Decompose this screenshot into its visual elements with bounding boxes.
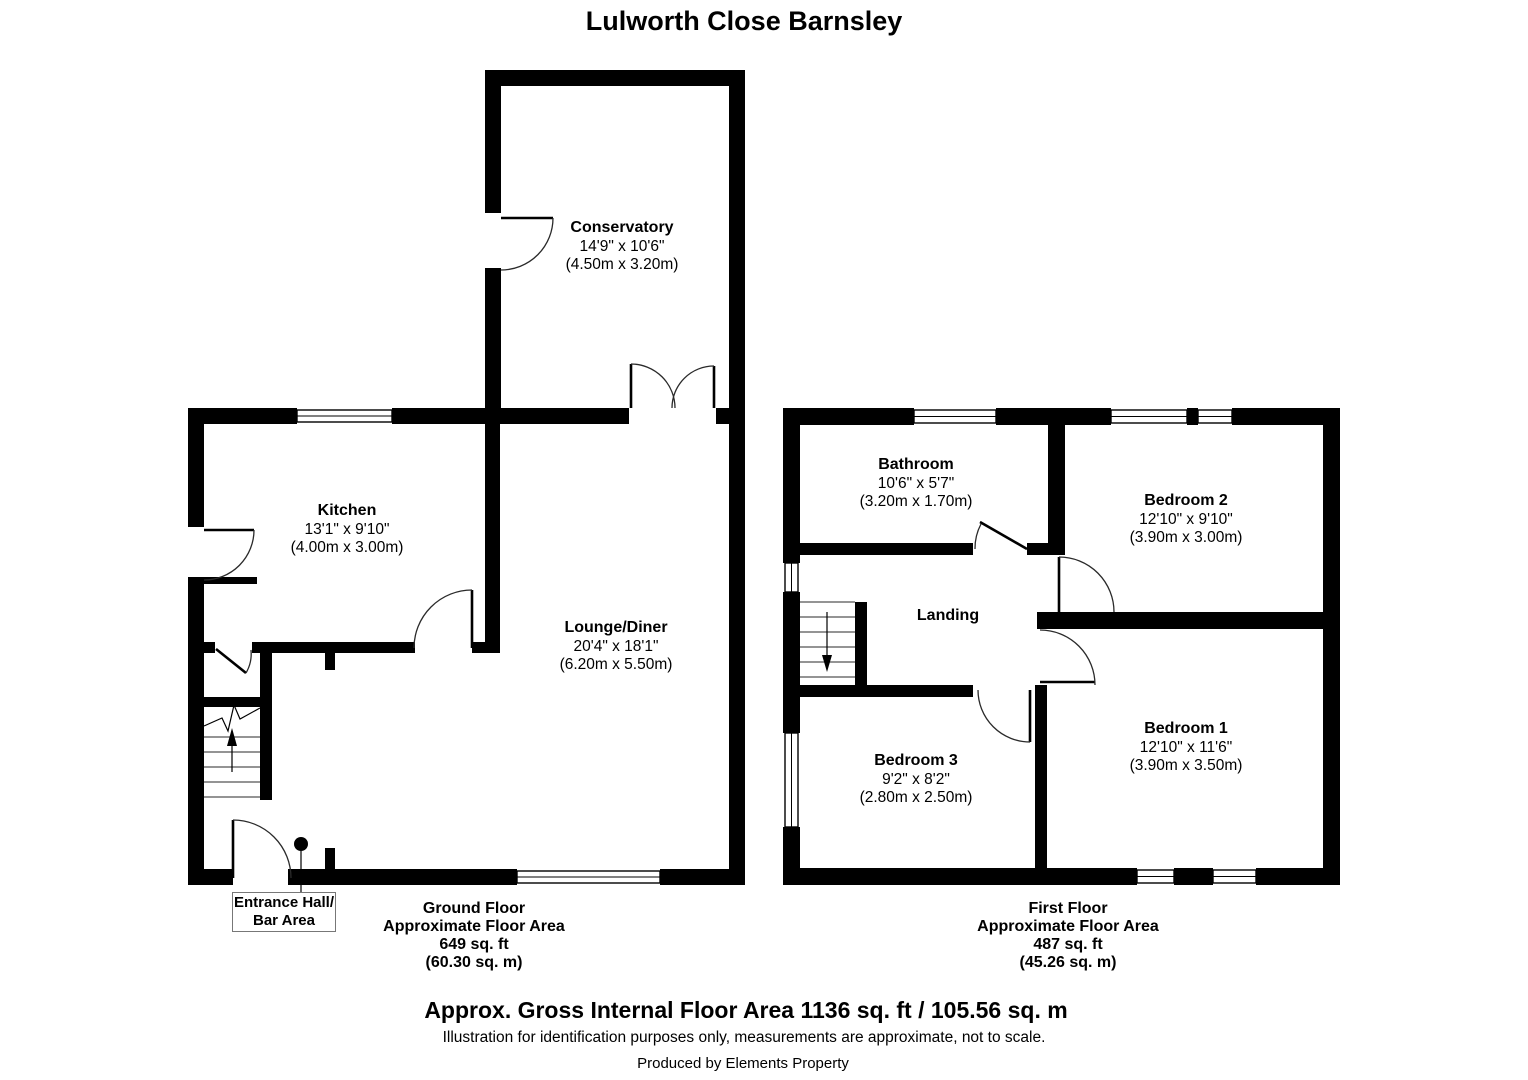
entrance-label-line2: Bar Area [253, 912, 315, 929]
gf-front-door [233, 820, 291, 878]
room-dims-metric: (2.80m x 2.50m) [859, 789, 973, 806]
room-name: Lounge/Diner [564, 619, 668, 636]
gf-conservatory-french-doors [631, 364, 714, 408]
room-dims-imperial: 13'1" x 9'10" [304, 520, 390, 538]
room-name: Landing [916, 607, 980, 624]
ground-floor-plan [188, 70, 745, 893]
gf-back-door [204, 530, 254, 580]
gf-kitchen-window [297, 410, 392, 422]
gf-lounge-window [517, 871, 660, 883]
summary-area-m: (60.30 sq. m) [425, 954, 523, 971]
entrance-label-line1: Entrance Hall/ [233, 894, 335, 911]
label-bedroom2 [1130, 492, 1243, 548]
ff-bedroom2-door [1059, 557, 1114, 612]
label-lounge-diner [560, 619, 673, 675]
room-dims-imperial: 9'2" x 8'2" [882, 770, 950, 788]
gross-internal-area: Approx. Gross Internal Floor Area 1136 sq. ft / 105.56 sq. m [424, 997, 1068, 1023]
producer-credit: Produced by Elements Property [637, 1055, 849, 1072]
room-name: Bedroom 3 [874, 752, 958, 769]
gf-hall-kitchen-door [216, 649, 251, 673]
room-name: Conservatory [570, 219, 674, 236]
summary-label: Approximate Floor Area [977, 918, 1159, 935]
room-dims-metric: (3.90m x 3.50m) [1129, 757, 1243, 774]
room-name: Bedroom 1 [1144, 720, 1228, 737]
room-dims-imperial: 20'4" x 18'1" [573, 637, 659, 655]
room-dims-metric: (6.20m x 5.50m) [559, 656, 673, 673]
room-name: Kitchen [317, 502, 377, 519]
summary-area-ft: 487 sq. ft [1033, 936, 1103, 953]
ground-floor-summary [383, 900, 565, 972]
entrance-hall-callout [232, 892, 336, 932]
ff-bedroom1-door [1040, 630, 1095, 685]
ff-bedroom3-door [978, 690, 1030, 742]
room-name: Bathroom [878, 456, 954, 473]
gf-stairs-up-arrow [227, 728, 237, 772]
room-dims-imperial: 14'9" x 10'6" [579, 237, 665, 255]
disclaimer-text: Illustration for identification purposes only, measurements are approximate, not to scale. [442, 1029, 1046, 1046]
room-dims-metric: (4.00m x 3.00m) [290, 539, 404, 556]
summary-label: Approximate Floor Area [383, 918, 565, 935]
label-bedroom3 [860, 752, 973, 808]
summary-floor: Ground Floor [422, 900, 526, 917]
gf-conservatory-side-door [501, 218, 553, 270]
ff-bedroom2-windows [1111, 410, 1232, 423]
ff-landing-window [785, 563, 798, 592]
label-landing [917, 607, 979, 626]
summary-floor: First Floor [1028, 900, 1108, 917]
room-name: Bedroom 2 [1144, 492, 1228, 509]
summary-area-ft: 649 sq. ft [439, 936, 509, 953]
ff-bathroom-door [975, 522, 1027, 549]
gf-staircase [204, 705, 260, 797]
ff-stairs-down-arrow [822, 612, 832, 672]
label-conservatory [566, 219, 679, 275]
ff-bedroom3-window [785, 733, 798, 827]
label-bathroom [860, 456, 973, 512]
gf-kitchen-lounge-door [414, 590, 472, 648]
room-dims-metric: (4.50m x 3.20m) [565, 256, 679, 273]
first-floor-summary [977, 900, 1159, 972]
gf-walls [188, 70, 745, 885]
room-dims-metric: (3.90m x 3.00m) [1129, 529, 1243, 546]
summary-area-m: (45.26 sq. m) [1019, 954, 1117, 971]
page-title: Lulworth Close Barnsley [585, 6, 903, 36]
room-dims-imperial: 10'6" x 5'7" [877, 474, 955, 492]
label-kitchen [291, 502, 404, 558]
label-bedroom1 [1130, 720, 1243, 776]
room-dims-metric: (3.20m x 1.70m) [859, 493, 973, 510]
room-dims-imperial: 12'10" x 11'6" [1139, 738, 1233, 756]
room-dims-imperial: 12'10" x 9'10" [1139, 510, 1233, 528]
ff-staircase [800, 602, 855, 677]
ff-bathroom-window [914, 410, 996, 423]
